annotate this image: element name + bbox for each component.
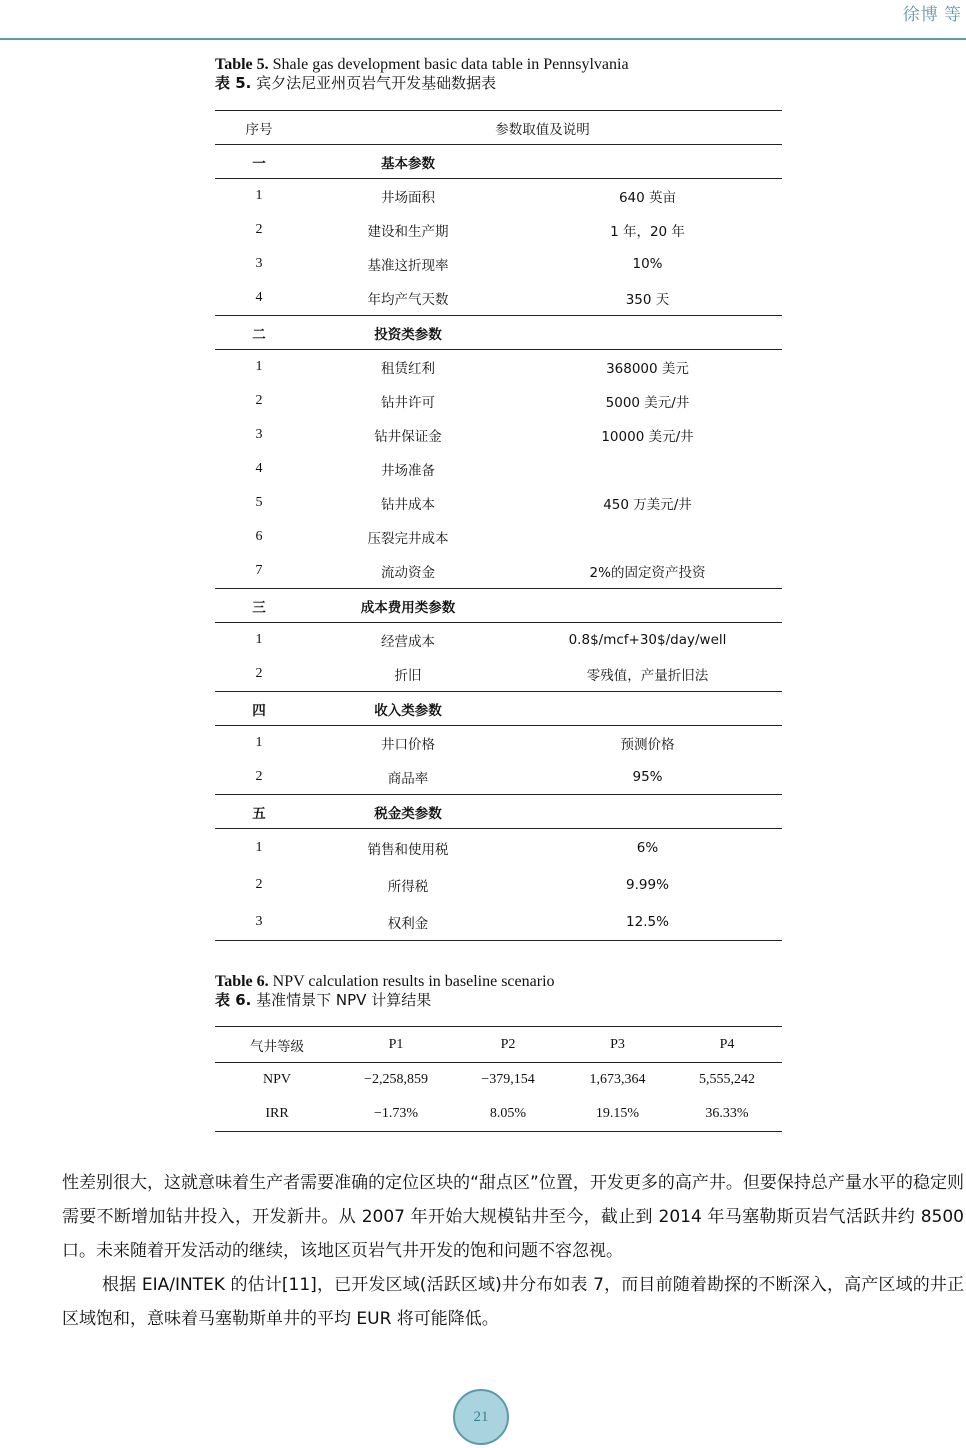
table-row: [215, 486, 782, 520]
table5-section-title: 基本参数: [303, 145, 513, 179]
table5-row-value: 12.5%: [513, 903, 782, 941]
table6-cell: −1.73%: [339, 1097, 453, 1132]
table5-row-value: 640 英亩: [618, 190, 677, 206]
table5-row-name: 钻井成本: [381, 497, 435, 513]
table6-header-cell: P4: [672, 1027, 782, 1063]
table5-row-value: 350 天: [625, 292, 670, 308]
table5-row-value: 9.99%: [626, 876, 669, 893]
table-row: [215, 213, 782, 247]
table-row: [215, 903, 782, 941]
table5-section-empty: [513, 316, 782, 350]
table5-section-empty: [513, 692, 782, 726]
table5-row-name: 井场准备: [381, 463, 435, 479]
table5-section-number: 一: [215, 145, 303, 179]
body-text: [62, 1166, 964, 1336]
table5-section-empty: [513, 795, 782, 829]
table-row: [215, 384, 782, 418]
table5-row-name: 流动资金: [381, 565, 435, 581]
table5: [215, 110, 782, 941]
table5-row-value: 0.8$/mcf+30$/day/well: [568, 632, 727, 648]
table5-caption-zh: 宾夕法尼亚州页岩气开发基础数据表: [251, 74, 497, 92]
table6-cell: 36.33%: [672, 1097, 782, 1132]
table5-section-title: 收入类参数: [303, 692, 513, 726]
table5-row-value: [513, 520, 782, 554]
table5-row-name: 基准这折现率: [367, 258, 449, 274]
table5-row-name: 井场面积: [381, 190, 435, 206]
table6-cell: 5,555,242: [699, 1072, 755, 1087]
body-paragraph-2: 根据 EIA/INTEK 的估计[11]，已开发区域(活跃区域)井分布如表 7，而目前随着勘探的不断深入，高产区域的井正区域饱和，意味着马塞勒斯单井的平均 EUR 将可能降低。: [62, 1275, 964, 1329]
table5-row-index: 3: [255, 256, 263, 271]
table6-caption-en-label: Table 6.: [215, 973, 269, 990]
table5-row-value: 2%的固定资产投资: [589, 565, 706, 581]
table5-row-name: 商品率: [387, 771, 429, 787]
table-row: [215, 554, 782, 589]
table6-caption: [215, 972, 555, 1010]
table5-row-value: 1 年，20 年: [610, 224, 685, 240]
table5-row-index: 2: [255, 769, 263, 784]
table6-cell: −379,154: [481, 1072, 535, 1087]
table6-caption-en: NPV calculation results in baseline scenario: [268, 973, 555, 990]
table6-header-cell: P2: [453, 1027, 563, 1063]
table-row: [215, 452, 782, 486]
table5-section-title: 成本费用类参数: [303, 589, 513, 623]
table5-row-index: 1: [255, 632, 263, 647]
table6-header-cell: P1: [339, 1027, 453, 1063]
table5-caption-zh-label: 表 5.: [215, 74, 252, 92]
table5-section-number: 二: [215, 316, 303, 350]
header-rule: [0, 38, 966, 40]
table5-section-row: [215, 795, 782, 829]
table-row: [215, 281, 782, 316]
table6-cell: 8.05%: [453, 1097, 563, 1132]
table5-section-empty: [513, 589, 782, 623]
table5-section-number: 五: [215, 795, 303, 829]
table5-row-value: 95%: [632, 769, 663, 785]
table5-row-value: 预测价格: [620, 737, 675, 753]
table5-row-index: 7: [255, 563, 263, 578]
table5-row-name: 折旧: [394, 668, 422, 684]
table5-caption-en-label: Table 5.: [215, 56, 269, 73]
table-row: [215, 179, 782, 214]
table5-row-index: 6: [255, 529, 263, 544]
table5-section-number: 四: [215, 692, 303, 726]
table-row: [215, 350, 782, 385]
table5-header-params: 参数取值及说明: [303, 111, 782, 145]
table-row: [215, 657, 782, 692]
table6-cell: IRR: [215, 1097, 339, 1132]
table6-cell: 19.15%: [563, 1097, 672, 1132]
table-row: [215, 623, 782, 658]
table5-row-name: 权利金: [303, 903, 513, 941]
table5-row-name: 钻井保证金: [374, 429, 442, 445]
table6: [215, 1026, 782, 1132]
table6-header-cell: 气井等级: [215, 1027, 339, 1063]
table6-caption-zh: 基准情景下 NPV 计算结果: [251, 991, 432, 1009]
table5-section-number: 三: [215, 589, 303, 623]
table5-row-index: 1: [255, 188, 263, 203]
table6-cell: 1,673,364: [589, 1072, 646, 1087]
table5-row-name: 销售和使用税: [367, 841, 449, 858]
table5-row-value: [513, 452, 782, 486]
table5-section-title: 税金类参数: [303, 795, 513, 829]
table5-caption: [215, 55, 629, 93]
table6-header-row: [215, 1027, 782, 1063]
table5-row-name: 压裂完井成本: [367, 531, 449, 547]
table5-row-name: 建设和生产期: [367, 224, 449, 240]
table5-row-index: 1: [255, 359, 263, 374]
table-row: [215, 418, 782, 452]
table5-row-index: 3: [255, 427, 263, 442]
table5-row-name: 钻井许可: [381, 395, 435, 411]
table5-row-index: 2: [255, 393, 263, 408]
page-number: 21: [453, 1389, 509, 1445]
header-author: 徐博 等: [902, 5, 962, 24]
table5-row-value: 450 万美元/井: [603, 497, 692, 513]
table-row: [215, 866, 782, 903]
table6-cell: NPV: [262, 1072, 291, 1087]
table-row: [215, 760, 782, 795]
table5-row-index: 1: [255, 839, 263, 855]
table-row: [215, 1097, 782, 1132]
table5-section-title: 投资类参数: [303, 316, 513, 350]
table5-row-index: 2: [255, 222, 263, 237]
table5-row-index: 4: [255, 461, 263, 476]
table5-section-row: [215, 316, 782, 350]
table5-row-value: 零残值，产量折旧法: [586, 668, 709, 684]
table-row: [215, 247, 782, 281]
table5-row-name: 井口价格: [381, 737, 435, 753]
table5-caption-en: Shale gas development basic data table in Pennsylvania: [268, 56, 629, 73]
table6-cell: −2,258,859: [364, 1072, 428, 1087]
table-row: [215, 726, 782, 761]
table5-row-value: 5000 美元/井: [605, 395, 690, 411]
table5-row-value: 10000 美元/井: [601, 429, 694, 445]
table5-row-index: 5: [255, 495, 263, 510]
table5-section-row: [215, 692, 782, 726]
table5-row-index: 3: [215, 903, 303, 941]
table5-section-row: [215, 145, 782, 179]
table5-row-index: 2: [255, 876, 263, 892]
table5-row-index: 2: [255, 666, 263, 681]
table5-row-name: 经营成本: [381, 634, 435, 650]
table5-section-empty: [513, 145, 782, 179]
table5-header-row: [215, 111, 782, 145]
table-row: [215, 1063, 782, 1098]
table6-header-cell: P3: [563, 1027, 672, 1063]
body-paragraph-1: 性差别很大，这就意味着生产者需要准确的定位区块的“甜点区”位置，开发更多的高产井。但要保持总产量水平的稳定则需要不断增加钻井投入，开发新井。从 2007 年开始大规模钻井至今，截止到 2014 年马塞勒斯页岩气活跃井约 8500 口。未来随着开发活动的继续，该地区页岩气井开发的饱和问题不容忽视。: [62, 1173, 964, 1261]
table5-row-name: 所得税: [387, 878, 429, 895]
table5-header-index: 序号: [215, 111, 303, 145]
table5-row-name: 年均产气天数: [367, 292, 449, 308]
table5-row-index: 1: [255, 735, 263, 750]
table5-row-value: 6%: [636, 839, 659, 856]
table5-row-name: 租赁红利: [381, 361, 435, 377]
table5-section-row: [215, 589, 782, 623]
table5-row-value: 10%: [632, 256, 663, 272]
table5-row-index: 4: [255, 290, 263, 305]
table6-caption-zh-label: 表 6.: [215, 991, 252, 1009]
table-row: [215, 520, 782, 554]
table5-row-value: 368000 美元: [606, 361, 689, 377]
table-row: [215, 829, 782, 867]
